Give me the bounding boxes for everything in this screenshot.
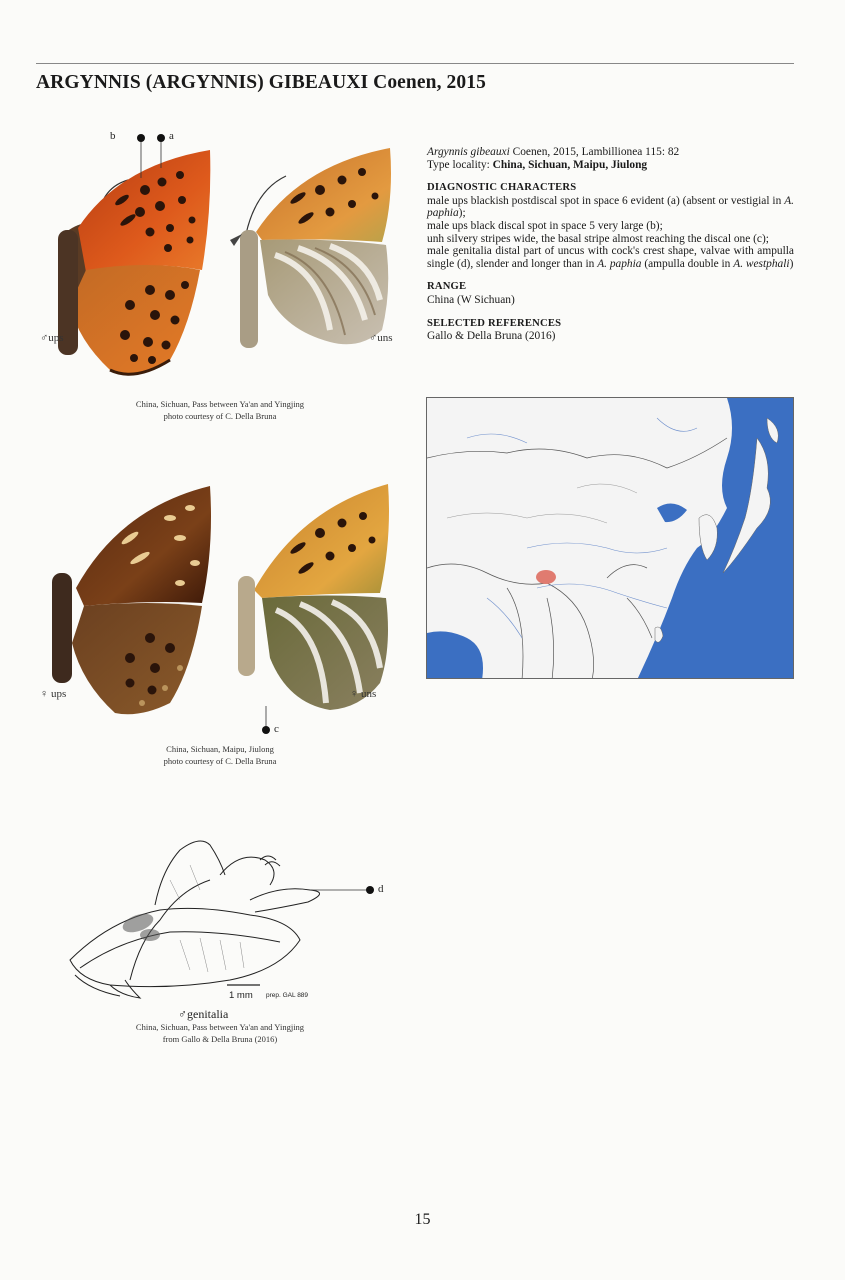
range-value: China (W Sichuan) [427,293,515,306]
pointer-a-label: a [169,130,174,142]
female-uns-specimen [238,484,389,710]
references-heading: SELECTED REFERENCES [427,317,562,329]
figure1-caption [90,399,350,422]
references-value: Gallo & Della Bruna (2016) [427,330,556,343]
male-butterflies-illustration [30,120,410,390]
figure1-caption-line2: photo courtesy of C. Della Bruna [163,410,277,421]
type-locality-label: Type locality: [427,158,493,171]
page-title: ARGYNNIS (ARGYNNIS) GIBEAUXI Coenen, 2015 [36,72,486,93]
pointer-b-label: b [110,130,116,142]
genitalia-label: ♂genitalia [178,1007,229,1021]
male-ups-specimen [58,150,210,374]
diagnostic-item-2: male ups black discal spot in space 5 very large (b); [427,219,663,232]
figure-female-pair [30,478,410,748]
figure3-caption-line2: from Gallo & Della Bruna (2016) [162,1033,278,1044]
female-ups-label: ♀ ups [40,688,67,700]
diagnostic-item-3: unh silvery stripes wide, the basal stripe almost reaching the discal one (c); [427,232,769,245]
figure2-caption-line1: China, Sichuan, Maipu, Jiulong [166,744,274,754]
distribution-map-svg [427,398,794,679]
pointer-d-label: d [378,883,384,895]
type-locality [427,159,794,172]
female-butterflies-illustration [30,478,410,748]
prep-number: prep. GAL 889 [266,992,309,999]
citation-reference: Coenen, 2015, Lambillionea 115: 82 [509,146,680,158]
top-rule [36,63,794,64]
figure-genitalia [50,820,410,1010]
diagnostic-item-1: male ups blackish postdiscal spot in space 6 evident (a) (absent or vestigial in A. paphia); [427,194,794,220]
female-ups-specimen [52,486,211,714]
range-marker [536,570,556,584]
type-locality-value: China, Sichuan, Maipu, Jiulong [492,158,648,171]
citation-species-name: Argynnis gibeauxi [427,146,510,158]
figure3-caption-line1: China, Sichuan, Pass between Ya'an and Yingjing [135,1022,305,1032]
distribution-map [426,397,794,679]
figure1-caption-line1: China, Sichuan, Pass between Ya'an and Yingjing [135,399,305,409]
citation [427,146,794,159]
scale-bar-label: 1 mm [229,990,253,1001]
range-heading: RANGE [427,281,467,293]
diagnostic-item-4: male genitalia distal part of uncus with cock's crest shape, valvae with ampulla single (d), slender and longer than in A. paphia (ampulla double in A. westphali) [427,245,794,270]
male-uns-specimen [230,148,391,348]
figure2-caption-line2: photo courtesy of C. Della Bruna [163,755,277,766]
figure2-caption [90,744,350,767]
figure-male-pair [30,120,410,390]
female-uns-label: ♀ uns [350,688,377,700]
pointer-c-label: c [274,723,279,735]
diagnostic-heading: DIAGNOSTIC CHARACTERS [427,182,577,194]
figure3-caption [90,1022,350,1045]
male-ups-label: ♂ups [40,332,64,344]
species-text [427,146,794,343]
page-number: 15 [414,1211,431,1228]
genitalia-drawing [50,820,410,1010]
male-uns-label: ♂uns [369,332,393,344]
